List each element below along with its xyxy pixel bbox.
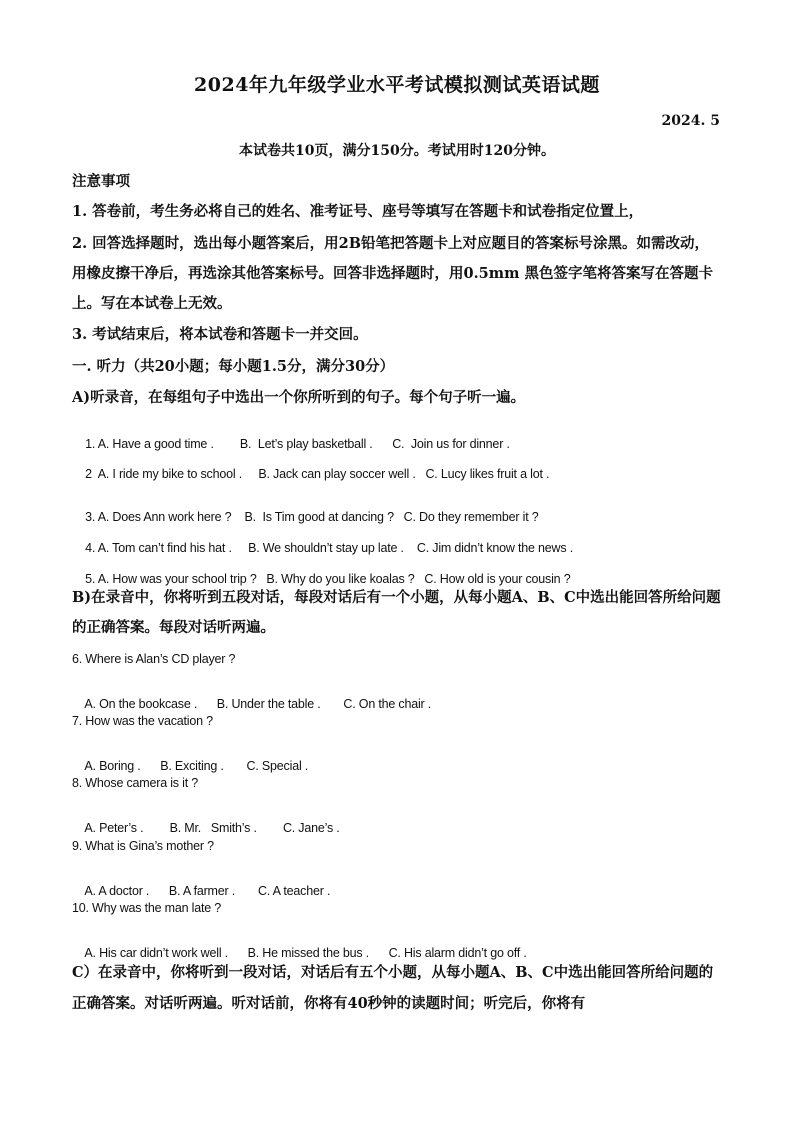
option-c: C. Lucy likes fruit a lot . xyxy=(425,467,550,481)
exam-title: 2024年九年级学业水平考试模拟测试英语试题 xyxy=(194,74,600,96)
option-c: C. Join us for dinner . xyxy=(392,437,510,451)
option-c: C. Do they remember it ? xyxy=(403,510,539,524)
option-c: C. On the chair . xyxy=(343,697,432,711)
option-b: B. We shouldn’t stay up late . xyxy=(248,541,404,555)
question-number: 5. xyxy=(85,572,96,586)
option-a: A. I ride my bike to school . xyxy=(97,467,242,481)
exam-info: 本试卷共10页，满分150分。考试用时120分钟。 xyxy=(239,143,555,159)
option-c: C. His alarm didn’t go off . xyxy=(388,946,527,960)
section-1-heading: 一. 听力（共20小题；每小题1.5分，满分30分） xyxy=(72,358,395,375)
question-6-stem: 6. Where is Alan’s CD player ? xyxy=(72,652,236,666)
exam-date: 2024. 5 xyxy=(661,113,720,129)
question-number: 1. xyxy=(85,437,96,451)
option-a: A. Peter’s . xyxy=(84,821,144,835)
question-10-stem: 10. Why was the man late ? xyxy=(72,901,222,915)
option-c: C. Jane’s . xyxy=(282,821,340,835)
option-c: C. A teacher . xyxy=(257,884,331,898)
option-b: B. Let’s play basketball . xyxy=(239,437,373,451)
option-b: B. Why do you like koalas ? xyxy=(266,572,415,586)
question-8-stem: 8. Whose camera is it ? xyxy=(72,776,199,790)
question-number: 3. xyxy=(85,510,96,524)
option-b: B. A farmer . xyxy=(168,884,236,898)
question-number: 2 xyxy=(85,467,92,481)
note-item-1: 1. 答卷前，考生务必将自己的姓名、准考证号、座号等填写在答题卡和试卷指定位置上， xyxy=(72,203,644,220)
option-a: A. Have a good time . xyxy=(97,437,214,451)
notes-heading: 注意事项 xyxy=(72,173,130,190)
option-c: C. How old is your cousin ? xyxy=(424,572,571,586)
option-a: A. Boring . xyxy=(84,759,141,773)
option-a: A. His car didn’t work well . xyxy=(84,946,228,960)
option-c: C. Special . xyxy=(246,759,309,773)
part-a-instruction: A)听录音，在每组句子中选出一个你所听到的句子。每个句子听一遍。 xyxy=(72,389,526,406)
part-b-instruction: B)在录音中，你将听到五段对话，每段对话后有一个小题，从每小题A、B、C中选出能回答所给问题的正确答案。每段对话听两遍。 xyxy=(72,589,721,636)
note-item-2: 2. 回答选择题时，选出每小题答案后，用2B铅笔把答题卡上对应题目的答案标号涂黑。如需改动，用橡皮擦干净后，再选涂其他答案标号。回答非选择题时，用0.5mm 黑色签字笔将答案写在答题卡上。写在本试卷上无效。 xyxy=(72,235,713,312)
option-b: B. He missed the bus . xyxy=(247,946,369,960)
option-c: C. Jim didn’t know the news . xyxy=(416,541,573,555)
option-a: A. A doctor . xyxy=(84,884,150,898)
question-9-stem: 9. What is Gina’s mother ? xyxy=(72,839,214,853)
note-item-3: 3. 考试结束后，将本试卷和答题卡一并交回。 xyxy=(72,326,368,343)
option-b: B. Under the table . xyxy=(216,697,321,711)
part-c-instruction: C）在录音中，你将听到一段对话，对话后有五个小题，从每小题A、B、C中选出能回答所给问题的正确答案。对话听两遍。听对话前，你将有40秒钟的读题时间；听完后，你将有 xyxy=(72,964,714,1012)
option-b: B. Jack can play soccer well . xyxy=(258,467,416,481)
question-7-stem: 7. How was the vacation ? xyxy=(72,714,213,728)
option-a: A. Tom can’t find his hat . xyxy=(97,541,232,555)
option-b: B. Is Tim good at dancing ? xyxy=(244,510,394,524)
option-a: A. Does Ann work here ? xyxy=(97,510,232,524)
question-2 xyxy=(72,453,549,495)
option-a: A. On the bookcase . xyxy=(84,697,198,711)
option-b: B. Exciting . xyxy=(160,759,224,773)
option-a: A. How was your school trip ? xyxy=(97,572,257,586)
option-b: B. Mr. Smith’s . xyxy=(169,821,257,835)
question-number: 4. xyxy=(85,541,96,555)
